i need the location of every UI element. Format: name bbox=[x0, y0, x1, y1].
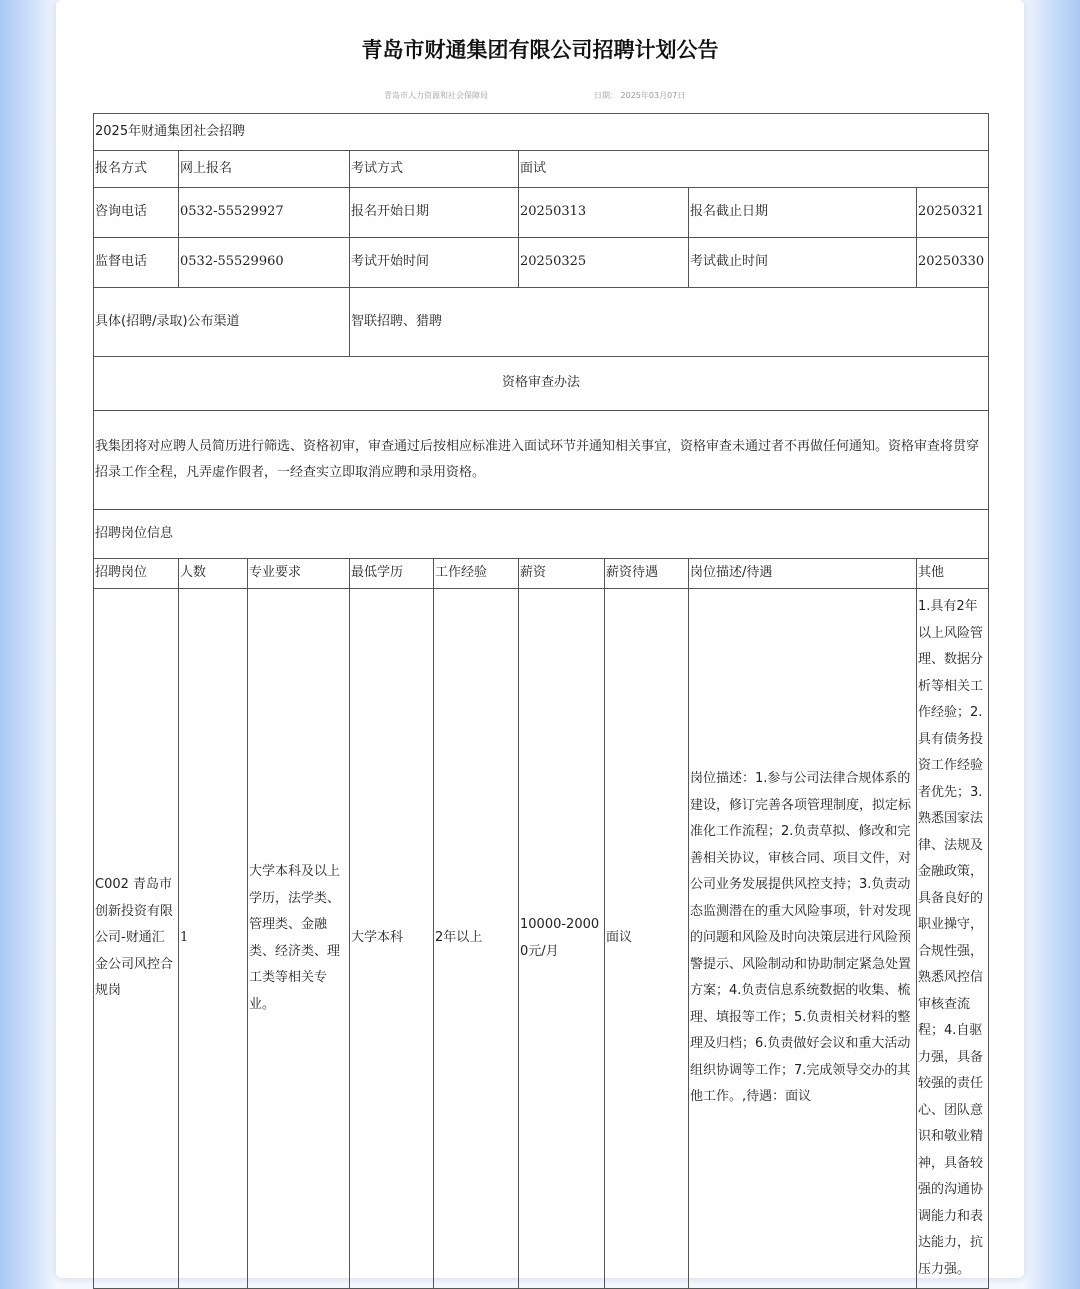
section-title: 2025年财通集团社会招聘 bbox=[94, 114, 989, 151]
supervise-row bbox=[94, 238, 989, 288]
signup-method-value: 网上报名 bbox=[179, 151, 350, 188]
consult-row bbox=[94, 188, 989, 238]
position-other: 1.具有2年以上风险管理、数据分析等相关工作经验；2.具有债务投资工作经验者优先；3.熟悉国家法律、法规及金融政策，具备良好的职业操守，合规性强，熟悉风控信审核查流程；4.自驱力强，具备较强的责任心、团队意识和敬业精神，具备较强的沟通协调能力和表达能力，抗压力强。 bbox=[917, 589, 989, 1289]
announcement-page bbox=[56, 0, 1024, 1278]
header-salary: 薪资 bbox=[519, 559, 605, 589]
header-position: 招聘岗位 bbox=[94, 559, 179, 589]
exam-end-value: 20250330 bbox=[917, 238, 989, 288]
signup-end-value: 20250321 bbox=[917, 188, 989, 238]
review-title: 资格审查办法 bbox=[94, 357, 989, 411]
position-description: 岗位描述：1.参与公司法律合规体系的建设，修订完善各项管理制度，拟定标准化工作流程；2.负责草拟、修改和完善相关协议，审核合同、项目文件，对公司业务发展提供风控支持；3.负责动态监测潜在的重大风险事项，针对发现的问题和风险及时向决策层进行风险预警提示、风险制动和协助制定紧急处置方案；4.负责信息系统数据的收集、梳理、填报等工作；5.负责相关材料的整理及归档；6.负责做好会议和重大活动组织协调等工作；7.完成领导交办的其他工作。,待遇：面议 bbox=[689, 589, 917, 1289]
channel-row bbox=[94, 288, 989, 357]
supervise-phone-value: 0532-55529960 bbox=[179, 238, 350, 288]
review-title-row bbox=[94, 357, 989, 411]
recruitment-table bbox=[93, 113, 989, 1289]
publisher-source: 青岛市人力资源和社会保障局 bbox=[384, 91, 488, 100]
publish-date: 日期： 2025年03月07日 bbox=[594, 91, 686, 100]
exam-end-label: 考试截止时间 bbox=[689, 238, 917, 288]
signup-end-label: 报名截止日期 bbox=[689, 188, 917, 238]
position-salary: 10000-20000元/月 bbox=[519, 589, 605, 1289]
exam-start-value: 20250325 bbox=[519, 238, 689, 288]
exam-method-label: 考试方式 bbox=[350, 151, 519, 188]
positions-header-row bbox=[94, 559, 989, 589]
review-text: 我集团将对应聘人员简历进行筛选、资格初审，审查通过后按相应标准进入面试环节并通知相关事宜，资格审查未通过者不再做任何通知。资格审查将贯穿招录工作全程，凡弄虚作假者，一经查实立即取消应聘和录用资格。 bbox=[94, 411, 989, 510]
exam-start-label: 考试开始时间 bbox=[350, 238, 519, 288]
signup-start-value: 20250313 bbox=[519, 188, 689, 238]
position-name: C002 青岛市创新投资有限公司-财通汇金公司风控合规岗 bbox=[94, 589, 179, 1289]
channel-value: 智联招聘、猎聘 bbox=[350, 288, 989, 357]
exam-method-value: 面试 bbox=[519, 151, 989, 188]
position-experience: 2年以上 bbox=[434, 589, 519, 1289]
page-title: 青岛市财通集团有限公司招聘计划公告 bbox=[361, 38, 719, 62]
header-count: 人数 bbox=[179, 559, 248, 589]
signup-method-label: 报名方式 bbox=[94, 151, 179, 188]
position-count: 1 bbox=[179, 589, 248, 1289]
header-education: 最低学历 bbox=[350, 559, 434, 589]
header-other: 其他 bbox=[917, 559, 989, 589]
signup-start-label: 报名开始日期 bbox=[350, 188, 519, 238]
header-description: 岗位描述/待遇 bbox=[689, 559, 917, 589]
position-benefits: 面议 bbox=[605, 589, 689, 1289]
header-major: 专业要求 bbox=[248, 559, 350, 589]
review-text-row bbox=[94, 411, 989, 510]
header-benefits: 薪资待遇 bbox=[605, 559, 689, 589]
consult-phone-label: 咨询电话 bbox=[94, 188, 179, 238]
position-major: 大学本科及以上学历，法学类、管理类、金融类、经济类、理工类等相关专业。 bbox=[248, 589, 350, 1289]
positions-title: 招聘岗位信息 bbox=[94, 510, 989, 559]
supervise-phone-label: 监督电话 bbox=[94, 238, 179, 288]
header-experience: 工作经验 bbox=[434, 559, 519, 589]
method-row bbox=[94, 151, 989, 188]
positions-title-row bbox=[94, 510, 989, 559]
consult-phone-value: 0532-55529927 bbox=[179, 188, 350, 238]
channel-label: 具体(招聘/录取)公布渠道 bbox=[94, 288, 350, 357]
table-row bbox=[94, 589, 989, 1289]
section-title-row bbox=[94, 114, 989, 151]
position-education: 大学本科 bbox=[350, 589, 434, 1289]
